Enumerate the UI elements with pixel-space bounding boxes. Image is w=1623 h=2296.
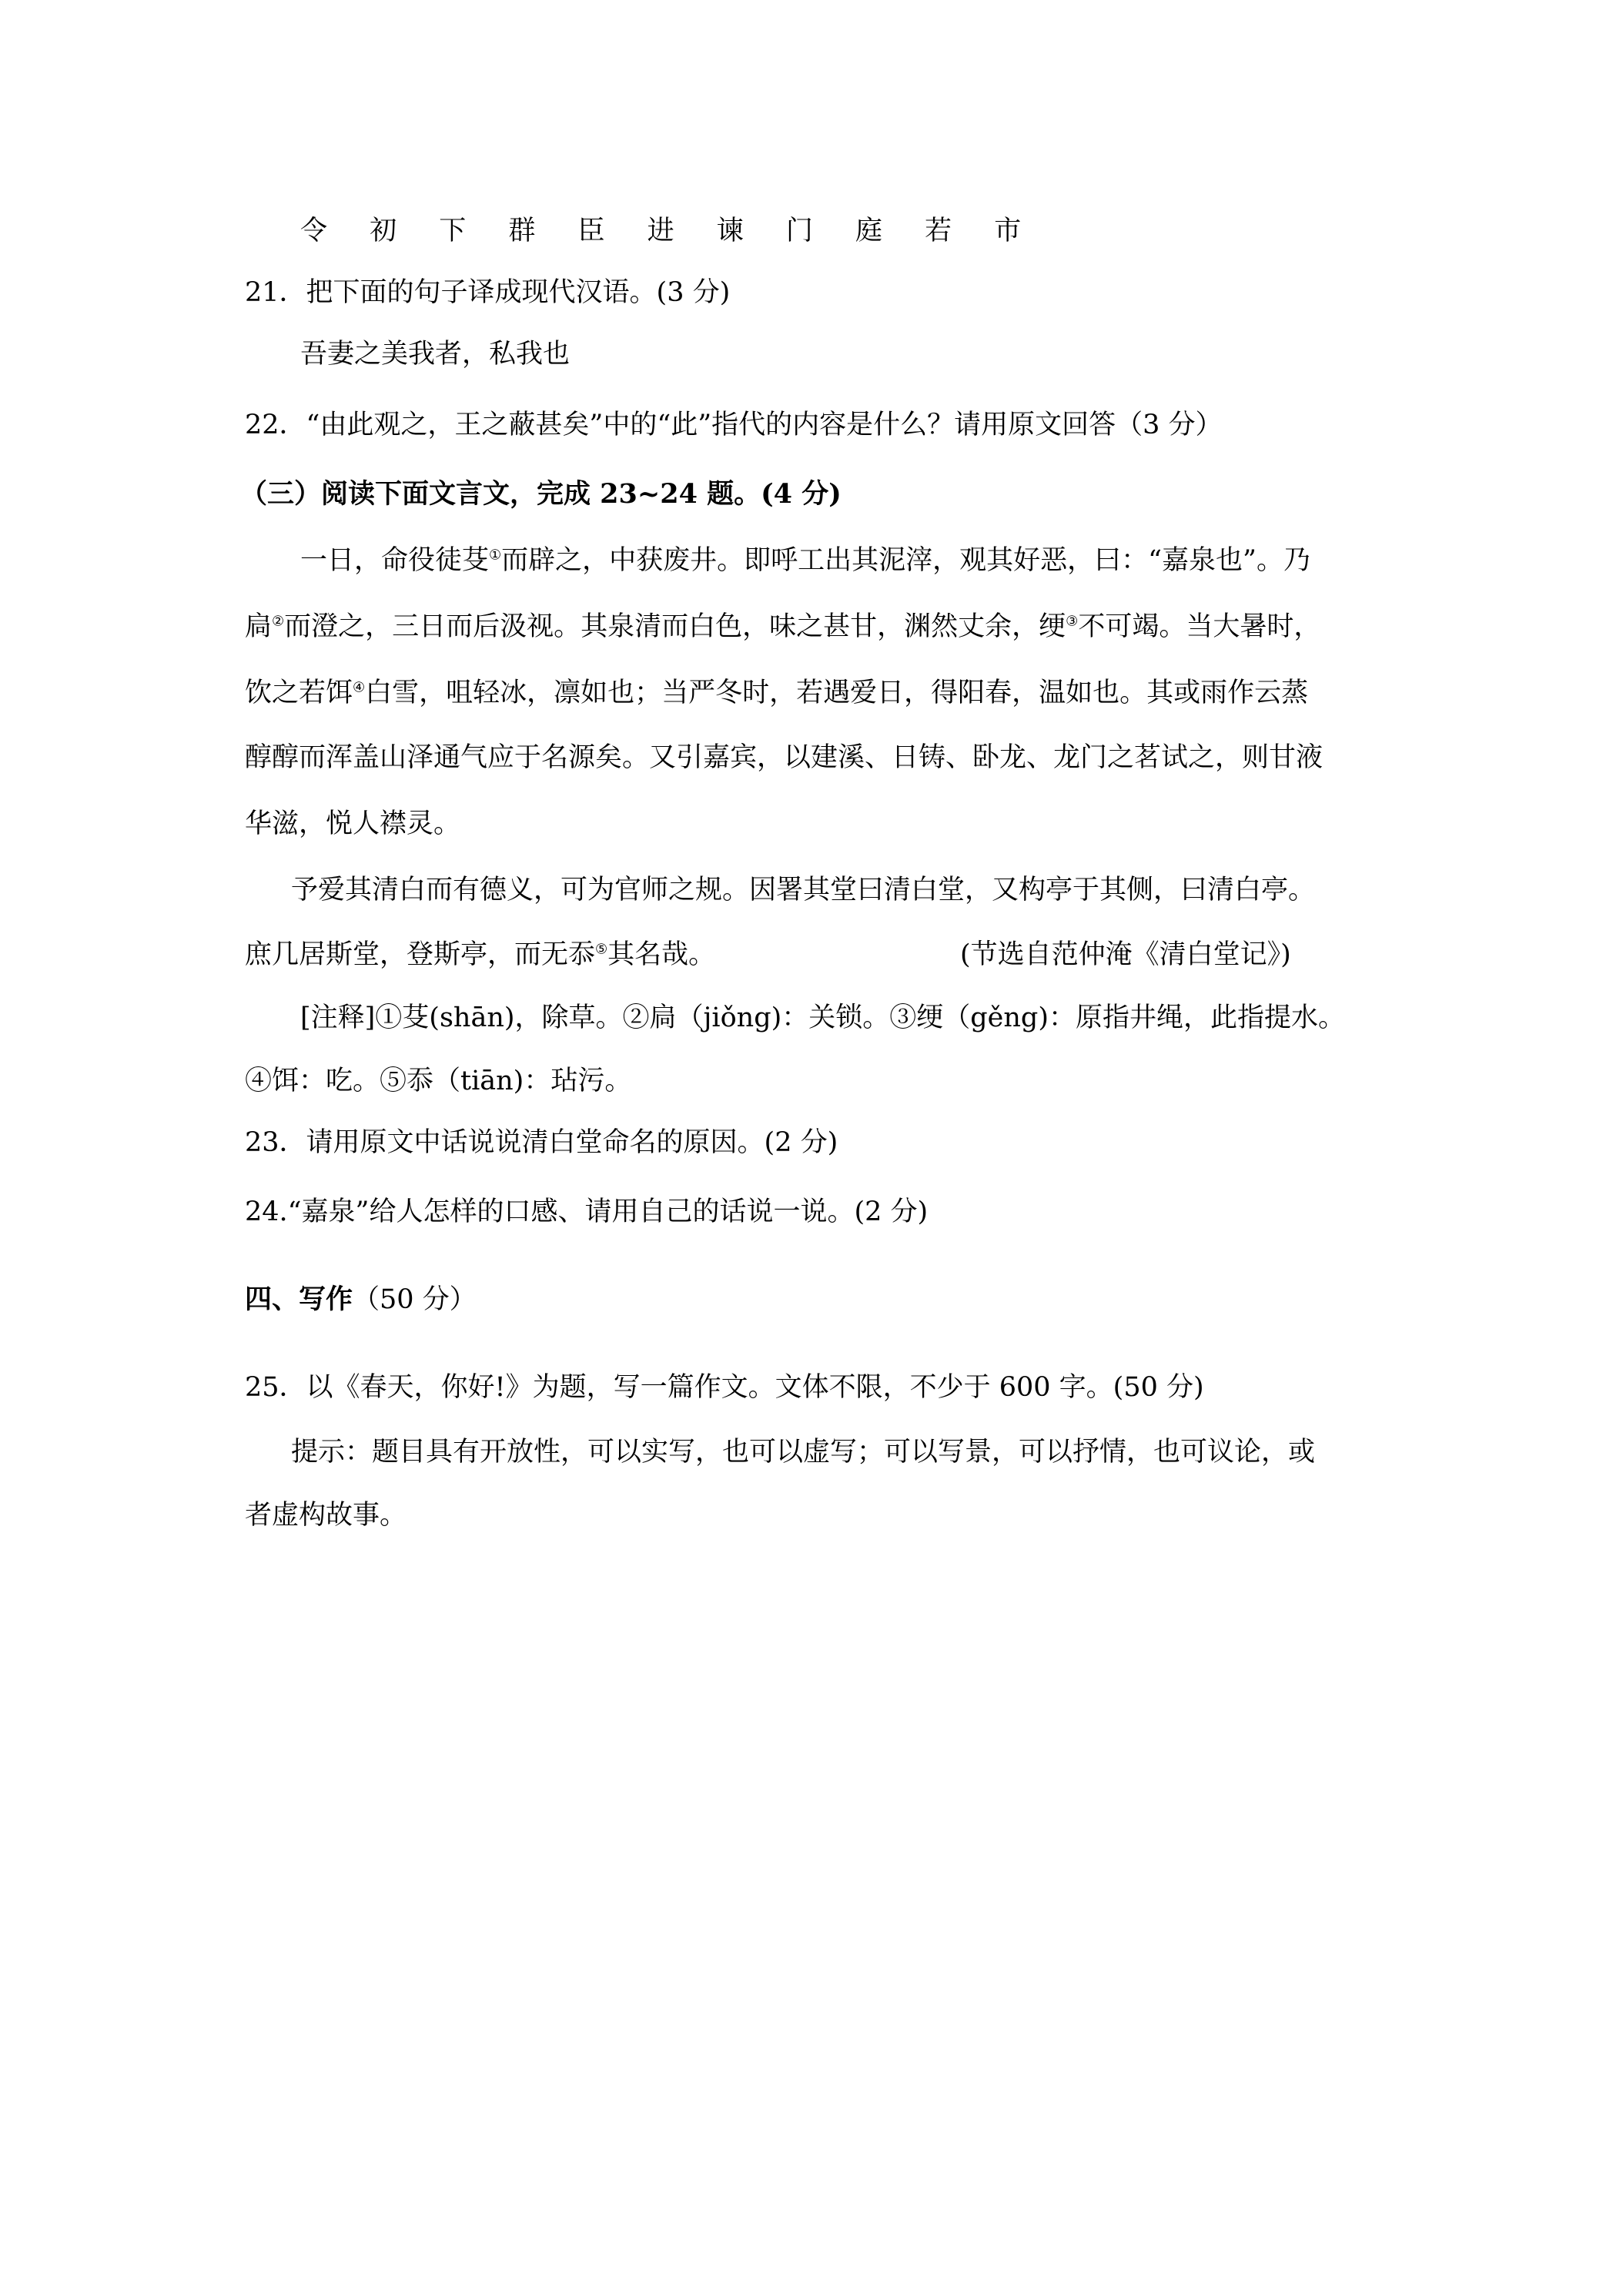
footnote-marker: ② (272, 613, 285, 630)
q21-sentence: 吾妻之美我者，私我也 (300, 339, 571, 370)
footnote-marker: ① (489, 547, 502, 564)
q25-hint-line-1: 提示：题目具有开放性，可以实写，也可以虚写；可以写景，可以抒情，也可议论，或 (291, 1437, 1316, 1468)
q21-prompt: 21．把下面的句子译成现代汉语。(3 分) (245, 277, 731, 308)
q25-prompt: 25．以《春天，你好!》为题，写一篇作文。文体不限，不少于 600 字。(50 分) (245, 1372, 1204, 1403)
passage-source: (节选自范仲淹《清白堂记》) (960, 939, 1291, 970)
passage-line-3: 饮之若饵④白雪，咀轻冰，凛如也；当严冬时，若遇爱日，得阳春，温如也。其或雨作云蒸 (245, 678, 1309, 708)
passage-line-5: 华滋，悦人襟灵。 (245, 808, 461, 839)
q25-hint-line-2: 者虚构故事。 (245, 1500, 407, 1531)
q22-prompt: 22．“由此观之，王之蔽甚矣”中的“此”指代的内容是什么？请用原文回答（3 分） (245, 410, 1223, 440)
footnote-marker: ③ (1066, 613, 1079, 630)
q24-prompt: 24.“嘉泉”给人怎样的口感、请用自己的话说一说。(2 分) (245, 1197, 929, 1227)
footnote-marker: ④ (353, 679, 366, 696)
footnote-marker: ⑤ (595, 941, 608, 958)
section4-heading: 四、写作（50 分） (245, 1284, 477, 1315)
q20-item: 令 初 下 群 臣 进 谏 门 庭 若 市 (300, 216, 1039, 246)
passage-line-2: 扃②而澄之，三日而后汲视。其泉清而白色，味之甚甘，渊然丈余，绠③不可竭。当大暑时， (245, 611, 1321, 642)
notes-line-1: [注释]①芟(shān)，除草。②扃（jiǒng)：关锁。③绠（gěng)：原指井绳，此指提水。 (300, 1002, 1345, 1033)
passage-line-6: 予爱其清白而有德义，可为官师之规。因署其堂曰清白堂，又构亭于其侧，曰清白亭。 (291, 875, 1316, 905)
passage-line-4: 醇醇而浑盖山泽通气应于名源矣。又引嘉宾，以建溪、日铸、卧龙、龙门之茗试之，则甘液 (245, 742, 1323, 773)
notes-line-2: ④饵：吃。⑤忝（tiān)：玷污。 (245, 1066, 632, 1096)
passage-line-1: 一日，命役徒芟①而辟之，中获废井。即呼工出其泥滓，观其好恶，曰：“嘉泉也”。乃 (300, 545, 1310, 576)
section3-heading: （三）阅读下面文言文，完成 23~24 题。(4 分) (240, 478, 842, 510)
passage-line-7: 庶几居斯堂，登斯亭，而无忝⑤其名哉。 (245, 939, 716, 970)
q23-prompt: 23．请用原文中话说说清白堂命名的原因。(2 分) (245, 1127, 838, 1158)
